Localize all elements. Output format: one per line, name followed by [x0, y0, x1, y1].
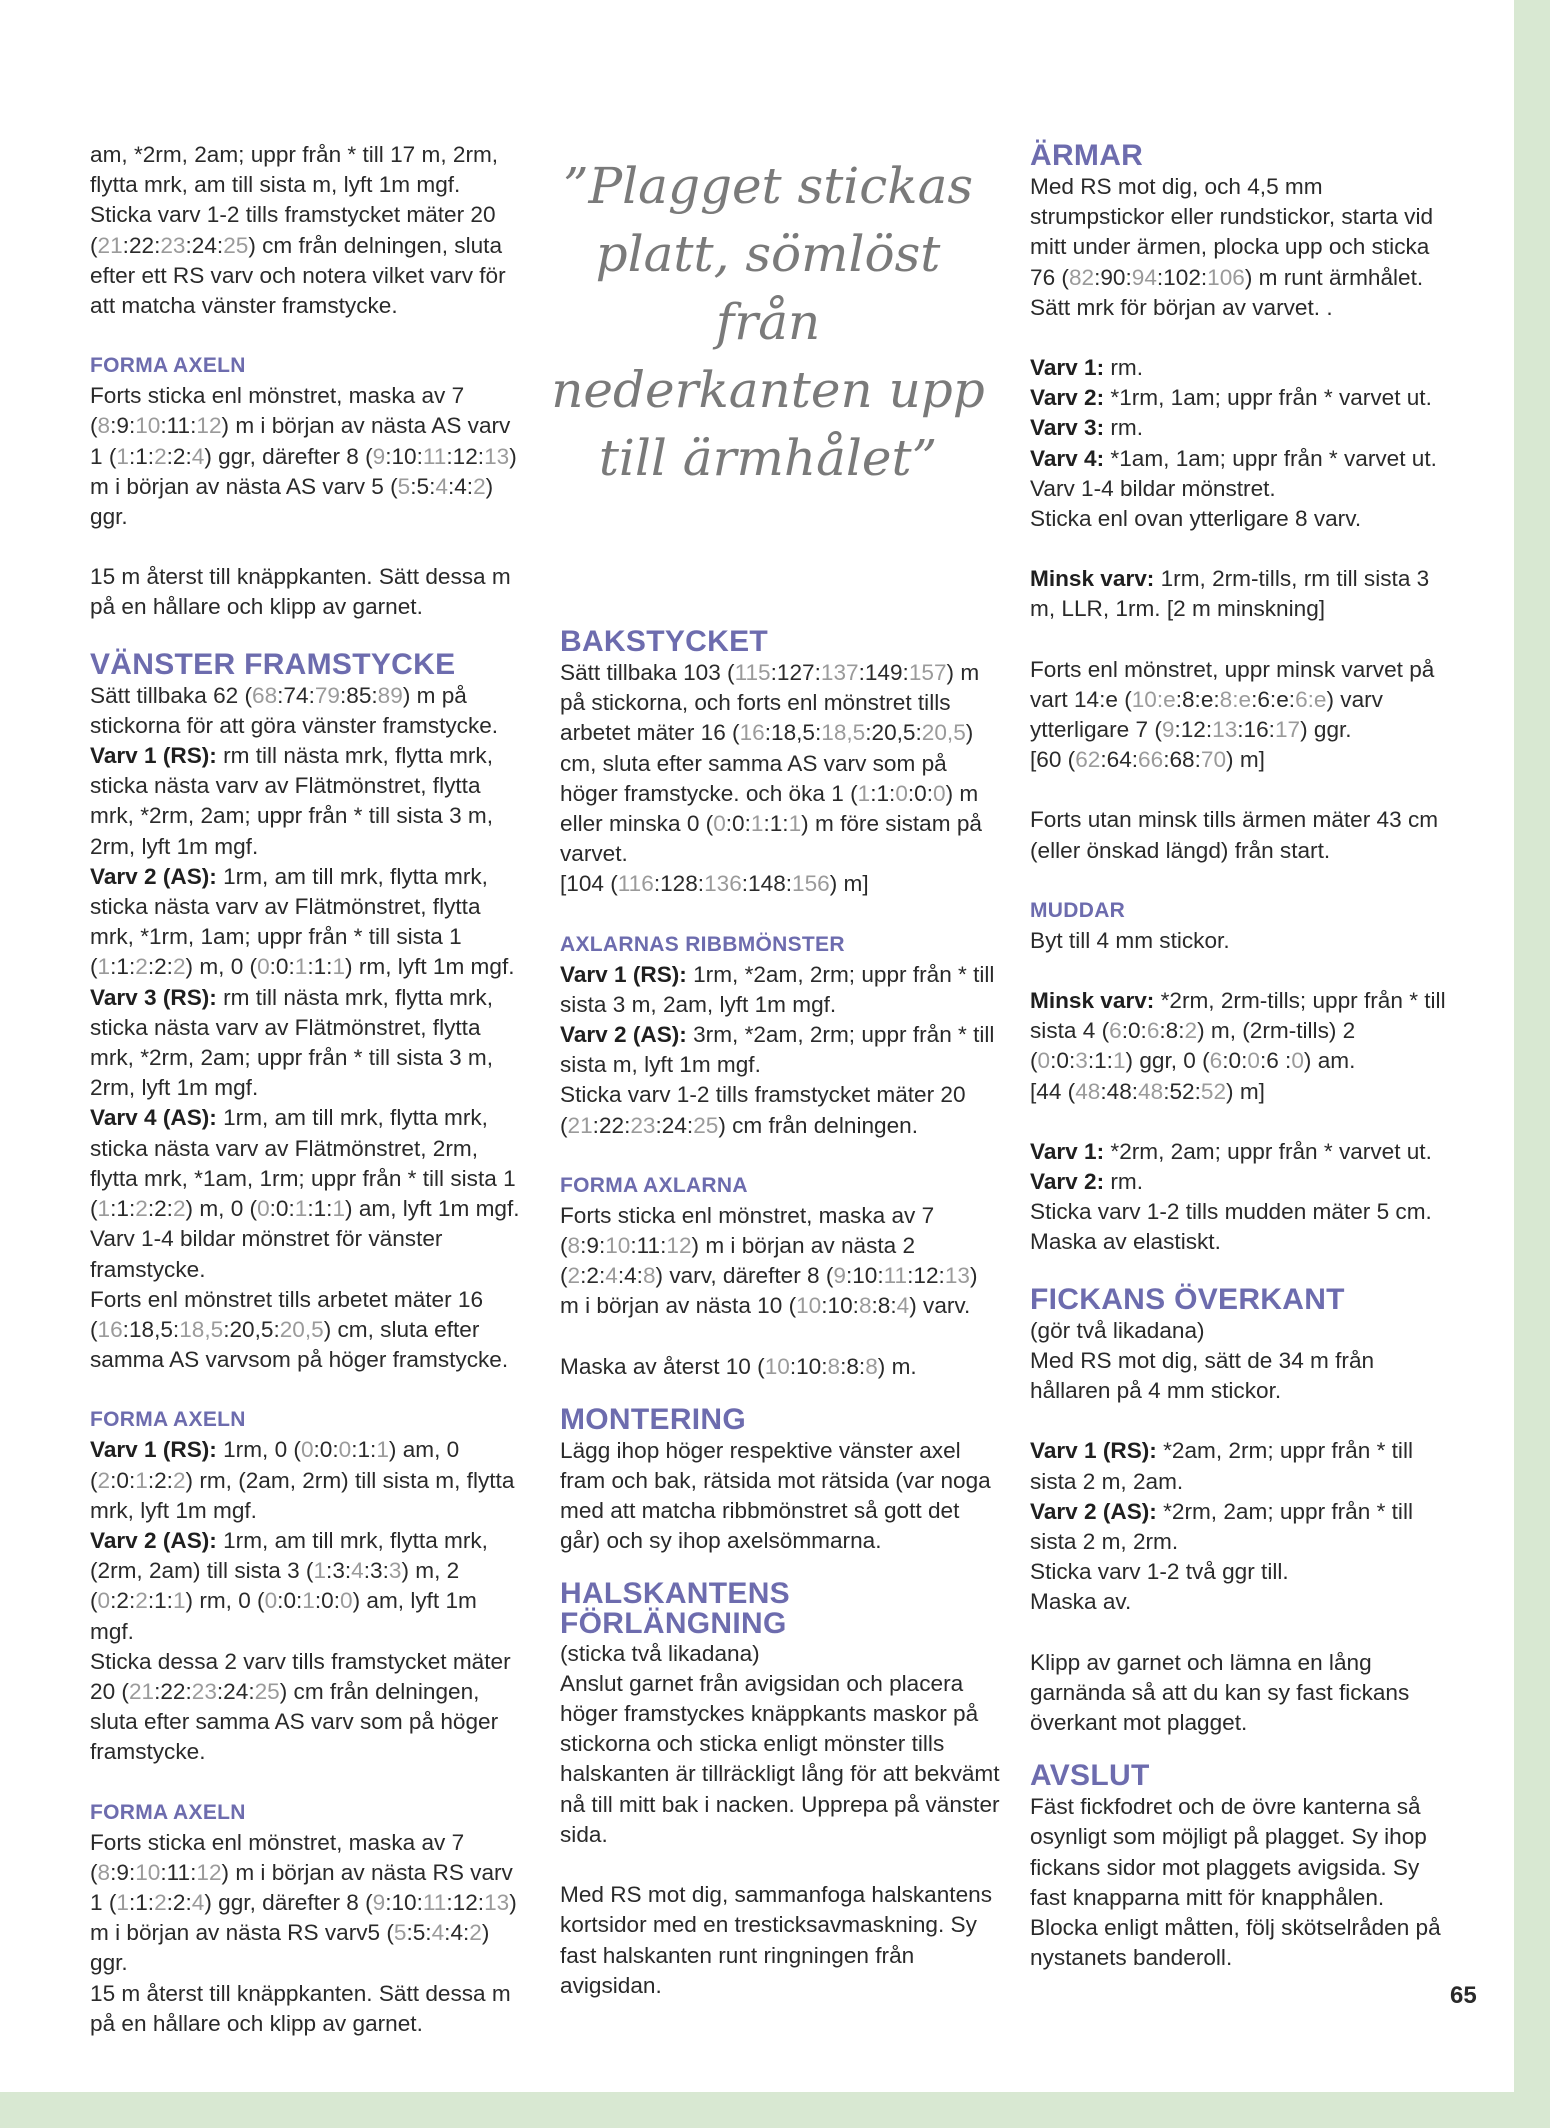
paragraph: Forts enl mönstret, uppr minsk varvet på vart 14:e (10:e:8:e:8:e:6:e:6:e) varv ytterligare 7 (9:12:13:16:17) ggr.	[1030, 656, 1435, 743]
paragraph: Maska av.	[1030, 1589, 1132, 1615]
heading-montering: MONTERING	[560, 1402, 747, 1436]
paragraph: Varv 1 (RS): 1rm, 0 (0:0:0:1:1) am, 0 (2:0:1:2:2) rm, (2am, 2rm) till sista m, flytta mrk, lyft 1m mgf.	[90, 1437, 515, 1523]
paragraph: Varv 2 (AS): *2rm, 2am; uppr från * till sista 2 m, 2rm.	[1030, 1498, 1413, 1554]
pull-quote: ”Plagget stickas platt, sömlöst från nederkanten upp till ärmhålet”	[551, 157, 985, 487]
heading-vanster-framstycke: VÄNSTER FRAMSTYCKE	[90, 647, 456, 681]
paragraph: Varv 2 (AS): 1rm, am till mrk, flytta mrk, (2rm, 2am) till sista 3 (1:3:4:3:3) m, 2 (0:2:2:1:1) rm, 0 (0:0:1:0:0) am, lyft 1m mgf.	[90, 1527, 488, 1644]
paragraph: Sticka varv 1-2 tills framstycket mäter 20 (21:22:23:24:25) cm från delningen.	[560, 1082, 966, 1138]
paragraph: Lägg ihop höger respektive vänster axel fram och bak, rätsida mot rätsida (var noga med att matcha ribbmönstret så gott det går) och sy ihop axelsömmarna.	[560, 1437, 991, 1554]
heading-forma-axlarna: FORMA AXLARNA	[560, 1173, 748, 1197]
paragraph: Sätt tillbaka 103 (115:127:137:149:157) m på stickorna, och forts enl mönstret tills arbetet mäter 16 (16:18,5:18,5:20,5:20,5) cm, sluta efter samma AS varv som på höger framstycke. och öka 1 (1:1:0:0:0) m eller minska 0 (0:0:1:1:1) m före sistam på varvet.	[560, 660, 982, 867]
paragraph: Varv 3 (RS): rm till nästa mrk, flytta mrk, sticka nästa varv av Flätmönstret, flytta mrk, *2rm, 2am; uppr från * till sista 3 m, 2rm, lyft 1m mgf.	[90, 984, 494, 1101]
paragraph: Forts enl mönstret tills arbetet mäter 16 (16:18,5:18,5:20,5:20,5) cm, sluta efter samma AS varvsom på höger framstycke.	[90, 1286, 509, 1373]
paragraph: Varv 1 (RS): rm till nästa mrk, flytta mrk, sticka nästa varv av Flätmönstret, flytta mrk, *2rm, 2am; uppr från * till sista 3 m, 2rm, lyft 1m mgf.	[90, 743, 494, 859]
paragraph: (gör två likadana)	[1030, 1317, 1205, 1343]
paragraph: Minsk varv: *2rm, 2rm-tills; uppr från * till sista 4 (6:0:6:8:2) m, (2rm-tills) 2 (0:0:3:1:1) ggr, 0 (6:0:0:6 :0) am.	[1030, 988, 1446, 1074]
paragraph: Varv 2: *1rm, 1am; uppr från * varvet ut.	[1030, 385, 1432, 411]
paragraph: am, *2rm, 2am; uppr från * till 17 m, 2rm, flytta mrk, am till sista m, lyft 1m mgf. Sticka varv 1-2 tills framstycket mäter 20 (21:22:23:24:25) cm från delningen, sluta efter ett RS varv och notera vilket varv för att matcha vänster framstycke.	[90, 142, 506, 319]
paragraph: [104 (116:128:136:148:156) m]	[560, 871, 869, 897]
paragraph: Varv 1 (RS): 1rm, *2am, 2rm; uppr från * till sista 3 m, 2am, lyft 1m mgf.	[560, 961, 995, 1017]
heading-forma-axeln: FORMA AXELN	[90, 1800, 246, 1824]
paragraph: Sticka varv 1-2 tills mudden mäter 5 cm.	[1030, 1199, 1432, 1225]
heading-bakstycket: BAKSTYCKET	[560, 625, 769, 658]
paragraph: Maska av återst 10 (10:10:8:8:8) m.	[560, 1353, 917, 1379]
heading-axlarnas-ribbmonster: AXLARNAS RIBBMÖNSTER	[560, 932, 845, 956]
heading-avslut: AVSLUT	[1030, 1759, 1150, 1793]
paragraph: Forts sticka enl mönstret, maska av 7 (8:9:10:11:12) m i början av nästa AS varv 1 (1:1:2:2:4) ggr, därefter 8 (9:10:11:12:13) m i början av nästa AS varv 5 (5:5:4:4:2) ggr.	[90, 383, 517, 530]
paragraph: Varv 4 (AS): 1rm, am till mrk, flytta mrk, sticka nästa varv av Flätmönstret, 2rm, flytta mrk, *1am, 1rm; uppr från * till sista 1 (1:1:2:2:2) m, 0 (0:0:1:1:1) am, lyft 1m mgf.	[90, 1105, 520, 1222]
heading-fickans-overkant: FICKANS ÖVERKANT	[1030, 1282, 1345, 1316]
paragraph: Varv 1 (RS): *2am, 2rm; uppr från * till sista 2 m, 2am.	[1030, 1438, 1413, 1494]
paragraph: Sätt tillbaka 62 (68:74:79:85:89) m på stickorna för att göra vänster framstycke.	[90, 682, 499, 738]
paragraph: Med RS mot dig, sätt de 34 m från hållaren på 4 mm stickor.	[1030, 1347, 1375, 1404]
paragraph: Med RS mot dig, sammanfoga halskantens kortsidor med en tresticksavmaskning. Sy fast halskanten runt ringningen från avigsidan.	[560, 1882, 993, 1998]
paragraph: Med RS mot dig, och 4,5 mm strumpstickor eller rundstickor, starta vid mitt under ärmen, plocka upp och sticka 76 (82:90:94:102:106) m runt ärmhålet. Sätt mrk för början av varvet. .	[1030, 174, 1434, 320]
paragraph: Byt till 4 mm stickor.	[1030, 927, 1230, 953]
paragraph: Varv 4: *1am, 1am; uppr från * varvet ut.	[1030, 445, 1437, 471]
paragraph: Varv 1-4 bildar mönstret för vänster framstycke.	[90, 1226, 443, 1282]
paragraph: [60 (62:64:66:68:70) m]	[1030, 747, 1265, 773]
paragraph: 15 m återst till knäppkanten. Sätt dessa m på en hållare och klipp av garnet.	[90, 1980, 511, 2036]
paragraph: Forts sticka enl mönstret, maska av 7 (8:9:10:11:12) m i början av nästa 2 (2:2:4:4:8) varv, därefter 8 (9:10:11:12:13) m i början av nästa 10 (10:10:8:8:4) varv.	[560, 1202, 978, 1319]
heading-halskantens-forlangning: HALSKANTENS FÖRLÄNGNING	[560, 1576, 790, 1640]
paragraph: Varv 2 (AS): 3rm, *2am, 2rm; uppr från * till sista m, lyft 1m mgf.	[560, 1022, 995, 1078]
paragraph: (sticka två likadana)	[560, 1640, 760, 1666]
paragraph: Minsk varv: 1rm, 2rm-tills, rm till sista 3 m, LLR, 1rm. [2 m minskning]	[1030, 566, 1430, 622]
heading-forma-axeln: FORMA AXELN	[90, 354, 246, 378]
paragraph: Varv 1-4 bildar mönstret.	[1030, 475, 1276, 501]
heading-armar: ÄRMAR	[1030, 139, 1144, 172]
paragraph: Forts utan minsk tills ärmen mäter 43 cm (eller önskad längd) från start.	[1030, 807, 1439, 863]
column-left	[90, 140, 520, 2039]
column-middle	[560, 612, 1000, 2001]
paragraph: Klipp av garnet och lämna en lång garnända så att du kan sy fast fickans överkant mot plagget.	[1030, 1649, 1410, 1735]
paragraph: Fäst fickfodret och de övre kanterna så osynligt som möjligt på plagget. Sy ihop fickans sidor mot plaggets avigsida. Sy fast knapparna mitt för knapphålen. Blocka enligt måtten, följ skötselråden på nystanets banderoll.	[1030, 1794, 1441, 1971]
page-number: 65	[1450, 1982, 1477, 2009]
paragraph: Varv 1: *2rm, 2am; uppr från * varvet ut.	[1030, 1138, 1432, 1164]
paragraph: Sticka varv 1-2 två ggr till.	[1030, 1559, 1289, 1585]
paragraph: Sticka enl ovan ytterligare 8 varv.	[1030, 506, 1362, 532]
paragraph: Varv 2: rm.	[1030, 1169, 1144, 1195]
paragraph: 15 m återst till knäppkanten. Sätt dessa m på en hållare och klipp av garnet.	[90, 564, 511, 620]
paragraph: Maska av elastiskt.	[1030, 1229, 1221, 1255]
paragraph: Varv 1: rm.	[1030, 355, 1144, 381]
heading-forma-axeln: FORMA AXELN	[90, 1408, 246, 1432]
paragraph: Varv 3: rm.	[1030, 415, 1144, 441]
heading-muddar: MUDDAR	[1030, 898, 1126, 922]
paragraph: Varv 2 (AS): 1rm, am till mrk, flytta mrk, sticka nästa varv av Flätmönstret, flytta mrk, *1rm, 1am; uppr från * till sista 1 (1:1:2:2:2) m, 0 (0:0:1:1:1) rm, lyft 1m mgf.	[90, 863, 515, 980]
paragraph: Anslut garnet från avigsidan och placera höger framstyckes knäppkants maskor på stickorna och sticka enligt mönster tills halskanten är tillräckligt lång för att bekvämt nå till mitt bak i nacken. Upprepa på vänster sida.	[560, 1670, 1000, 1847]
paragraph: [44 (48:48:48:52:52) m]	[1030, 1078, 1265, 1104]
column-right	[1030, 140, 1450, 1973]
paragraph: Forts sticka enl mönstret, maska av 7 (8:9:10:11:12) m i början av nästa RS varv 1 (1:1:2:2:4) ggr, därefter 8 (9:10:11:12:13) m i början av nästa RS varv5 (5:5:4:4:2) ggr.	[90, 1829, 517, 1976]
paragraph: Sticka dessa 2 varv tills framstycket mäter 20 (21:22:23:24:25) cm från delningen, sluta efter samma AS varv som på höger framstycke.	[90, 1648, 511, 1765]
